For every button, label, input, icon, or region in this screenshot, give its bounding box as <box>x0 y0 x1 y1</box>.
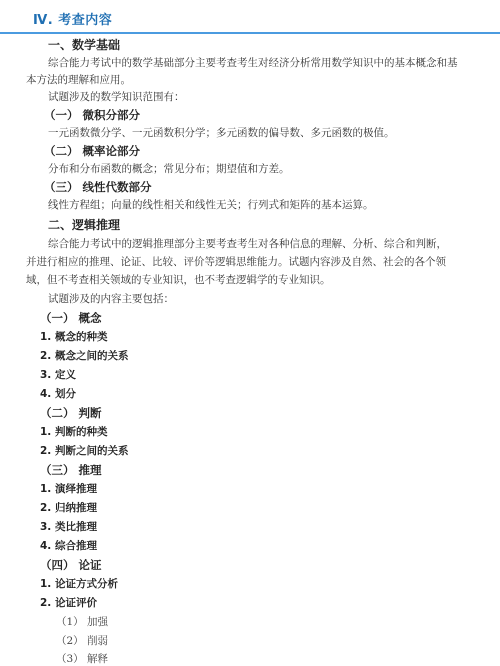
list-item: 2. 归纳推理 <box>40 502 97 514</box>
page-header <box>0 0 500 34</box>
list-item: 2. 论证评价 <box>40 597 97 609</box>
section-heading-logic: 二、逻辑推理 <box>48 218 121 232</box>
list-item: 3. 定义 <box>40 369 76 381</box>
section-heading-math: 一、数学基础 <box>48 38 121 52</box>
sub-list-item: （3） 解释 <box>56 653 109 665</box>
content-linear-algebra: 线性方程组；向量的线性相关和线性无关；行列式和矩阵的基本运算。 <box>48 199 374 211</box>
list-item: 1. 论证方式分析 <box>40 578 118 590</box>
content-calculus: 一元函数微分学、一元函数积分学；多元函数的偏导数、多元函数的极值。 <box>48 127 395 139</box>
paragraph-line: 综合能力考试中的数学基础部分主要考查考生对经济分析常用数学知识中的基本概念和基 <box>48 57 458 69</box>
list-item: 1. 概念的种类 <box>40 331 108 343</box>
subheading-probability: （二） 概率论部分 <box>44 144 141 158</box>
subheading-calculus: （一） 微积分部分 <box>44 108 141 122</box>
paragraph-line: 域，但不考查相关领域的专业知识，也不考查逻辑学的专业知识。 <box>26 274 331 286</box>
list-item: 1. 判断的种类 <box>40 426 108 438</box>
group-title-concept: （一） 概念 <box>40 311 102 325</box>
group-title-judgment: （二） 判断 <box>40 406 102 420</box>
list-item: 1. 演绎推理 <box>40 483 97 495</box>
content-probability: 分布和分布函数的概念；常见分布；期望值和方差。 <box>48 163 290 175</box>
subheading-linear-algebra: （三） 线性代数部分 <box>44 180 152 194</box>
sub-list-item: （2） 削弱 <box>56 635 109 647</box>
list-item: 2. 概念之间的关系 <box>40 350 129 362</box>
list-item: 4. 划分 <box>40 388 76 400</box>
paragraph-line: 并进行相应的推理、论证、比较、评价等逻辑思维能力。试题内容涉及自然、社会的各个领 <box>26 256 446 268</box>
header-rule <box>0 32 500 34</box>
scope-text: 试题涉及的内容主要包括： <box>48 293 174 305</box>
paragraph-line: 本方法的理解和应用。 <box>26 74 131 86</box>
list-item: 4. 综合推理 <box>40 540 97 552</box>
group-title-argument: （四） 论证 <box>40 558 102 572</box>
group-title-reasoning: （三） 推理 <box>40 463 102 477</box>
paragraph-line: 综合能力考试中的逻辑推理部分主要考查考生对各种信息的理解、分析、综合和判断， <box>48 238 447 250</box>
scope-text: 试题涉及的数学知识范围有： <box>48 91 185 103</box>
list-item: 3. 类比推理 <box>40 521 97 533</box>
list-item: 2. 判断之间的关系 <box>40 445 129 457</box>
page-title: Ⅳ. 考查内容 <box>33 13 113 28</box>
sub-list-item: （1） 加强 <box>56 616 109 628</box>
